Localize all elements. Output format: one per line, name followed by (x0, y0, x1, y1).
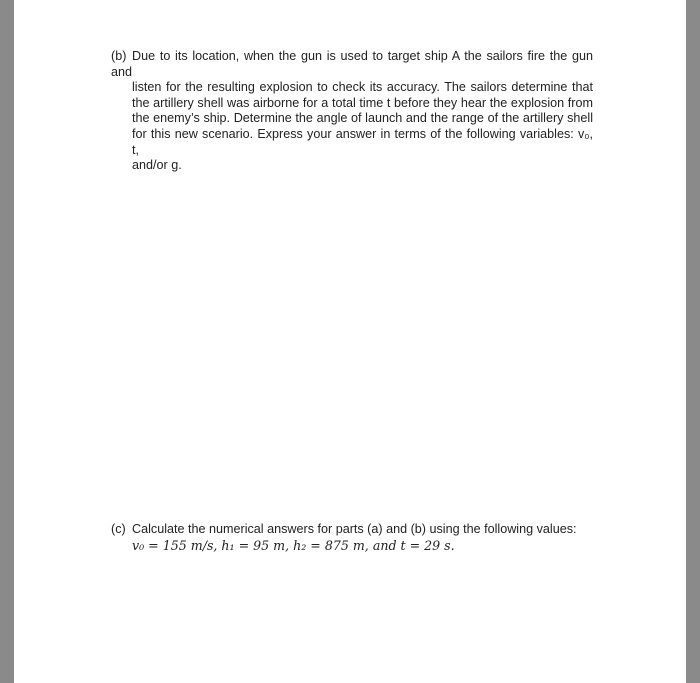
problem-c-values: v₀ = 155 m/s, h₁ = 95 m, h₂ = 875 m, and t = 29 s. (132, 537, 455, 553)
problem-b-last-line: and/or g. (132, 158, 182, 173)
problem-part-b (111, 49, 593, 174)
problem-c-label: (c) (111, 522, 126, 536)
problem-b-first-line-text: Due to its location, when the gun is used to target ship A the sailors fire the gun and (111, 49, 593, 79)
problem-c-first-line (111, 522, 593, 538)
problem-c-first-line-text: Calculate the numerical answers for parts (a) and (b) using the following values: (132, 522, 577, 536)
problem-b-label: (b) (111, 49, 127, 63)
document-page (14, 0, 686, 683)
problem-b-first-line (111, 49, 593, 80)
problem-part-c (111, 522, 593, 553)
problem-b-body: listen for the resulting explosion to check its accuracy. The sailors determine that the artillery shell was airborne for a total time t before they hear the explosion from the enemy’s ship. Determine the angle of launch and the range of the artillery shell for this new scenario. Express your answer in terms of the following variables: v₀, t, (132, 80, 593, 157)
